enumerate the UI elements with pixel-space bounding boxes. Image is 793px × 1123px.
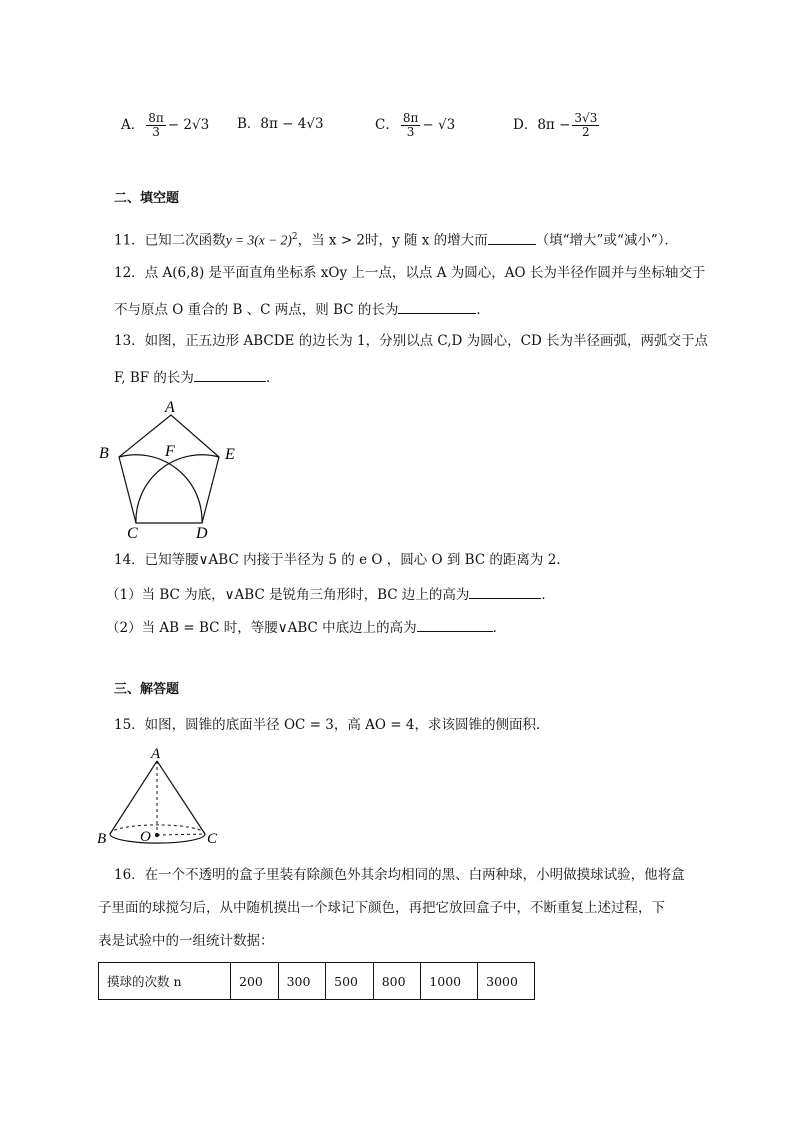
answer-blank[interactable] [469,584,541,599]
question-12-line-1: 12．点 A(6,8) 是平面直角坐标系 xOy 上一点，以点 A 为圆心，AO 长为半径作圆并与坐标轴交于 [114,265,706,281]
trial-data-table [98,962,535,1000]
label-o: O [140,829,151,845]
table-cell: 200 [231,963,279,1000]
choice-d: D．8π − $\frac{3√3}{2}$ [513,111,598,139]
pentagon-abcde [119,415,219,523]
fraction: $\frac{3√3}{2}$ [574,111,598,139]
table-header-cell: 摸球的次数 n [99,963,231,1000]
question-15: 15．如图，圆锥的底面半径 OC = 3，高 AO = 4，求该圆锥的侧面积． [114,717,550,733]
arc-centered-c [119,455,202,523]
table-cell: 3000 [478,963,535,1000]
label-b: B [99,445,109,462]
question-16-line-1: 16．在一个不透明的盒子里装有除颜色外其余均相同的黑、白两种球，小明做摸球试验，他将盒 [114,867,685,883]
question-14-part-1: （1）当 BC 为底，∨ABC 是锐角三角形时，BC 边上的高为 ． [106,584,555,604]
question-14-part-2: （2）当 AB = BC 时，等腰∨ABC 中底边上的高为 ． [106,617,506,637]
answer-blank[interactable] [398,299,476,314]
question-16-line-3: 表是试验中的一组统计数据： [98,933,274,949]
question-11: 11．已知二次函数$y = 3(x - 2)^2$，当 x > 2时，y 随 x 的增大而 （填“增大”或“减小”）． [114,228,678,250]
question-13-line-2: F, BF 的长为 ． [114,367,279,387]
cone-slant-right [157,761,205,834]
label-c: C [127,525,138,542]
answer-blank[interactable] [417,617,493,632]
cone-figure [95,745,230,855]
label-e: E [225,446,235,463]
question-13-line-1: 13．如图，正五边形 ABCDE 的边长为 1，分别以点 C,D 为圆心，CD 长为半径画弧，两弧交于点 [114,333,709,349]
pentagon-figure [95,395,245,545]
choice-a: A． $\frac{8\pi}{3}$ − 2√3 [121,111,210,139]
base-radius [157,834,205,835]
label-a: A [151,746,161,762]
label-b: B [97,831,107,847]
label-f: F [165,443,175,460]
label-d: D [196,525,208,542]
table-cell: 800 [373,963,421,1000]
question-16-line-2: 子里面的球搅匀后，从中随机摸出一个球记下颜色，再把它放回盒子中，不断重复上述过程，下 [98,900,665,916]
label-c: C [207,831,218,847]
section-title-solutions: 三、解答题 [114,682,180,697]
label-a: A [165,399,175,416]
answer-blank[interactable] [194,367,266,382]
arc-centered-d [136,455,219,523]
answer-blank[interactable] [488,230,536,245]
center-o-dot [155,833,159,837]
section-title-fill-in: 二、填空题 [114,191,180,206]
table-cell: 1000 [421,963,478,1000]
table-cell: 300 [278,963,326,1000]
table-cell: 500 [326,963,374,1000]
choice-b: B．8π − 4√3 [237,116,324,132]
choice-c: C． $\frac{8\pi}{3}$ − √3 [375,111,456,139]
fraction: $\frac{8\pi}{3}$ [148,111,164,139]
question-14-line-1: 14．已知等腰∨ABC 内接于半径为 5 的 e O ，圆心 O 到 BC 的距离为 2． [114,552,570,568]
cone-slant-left [110,761,157,834]
table-row [99,963,535,1000]
fraction: $\frac{8\pi}{3}$ [402,111,419,139]
question-12-line-2: 不与原点 O 重合的 B 、C 两点，则 BC 的长为 ． [114,299,490,319]
